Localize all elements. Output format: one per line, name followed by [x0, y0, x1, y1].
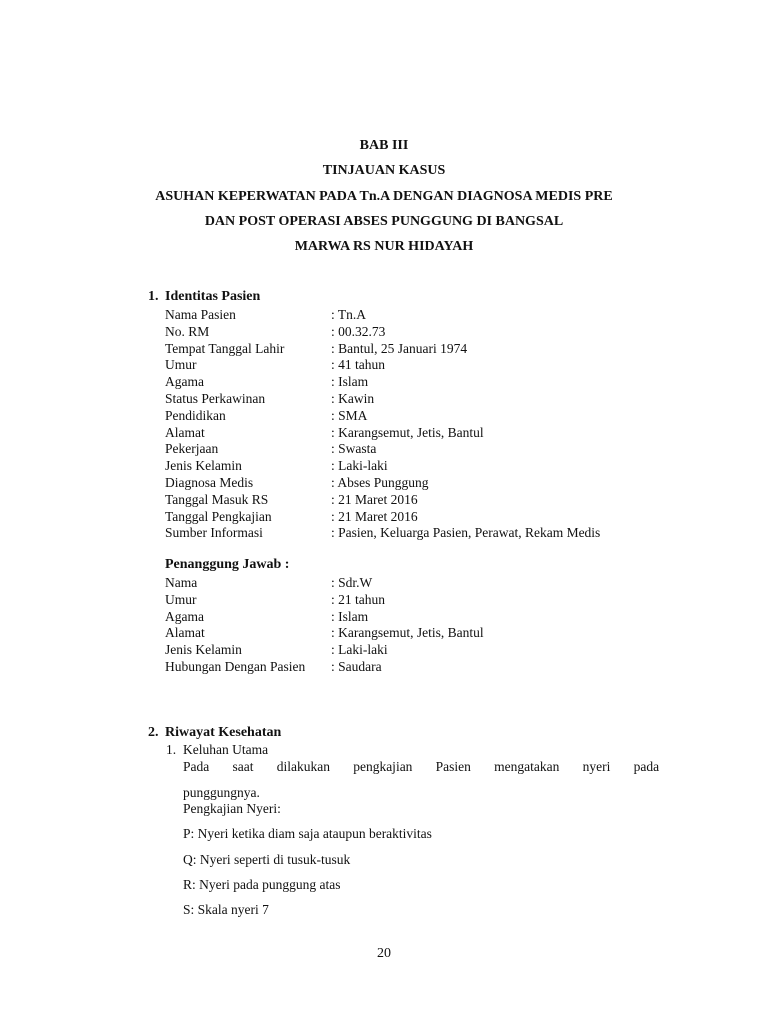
paragraph-word: Pada [183, 759, 210, 774]
paragraph-word: dilakukan [276, 759, 330, 774]
field-value: : Pasien, Keluarga Pasien, Perawat, Rekam Medis [331, 525, 601, 541]
paragraph-word: saat [232, 759, 254, 774]
field-label: Diagnosa Medis [165, 475, 254, 490]
keluhan-paragraph-line-2: punggungnya. [183, 785, 260, 800]
field-value: : Karangsemut, Jetis, Bantul [331, 625, 484, 641]
field-label: No. RM [165, 323, 210, 339]
field-value: : 21 Maret 2016 [331, 491, 418, 507]
chapter-subtitle: TINJAUAN KASUS [322, 163, 446, 178]
field-value: : Laki-laki [331, 642, 388, 658]
field-label: Nama [165, 575, 198, 590]
field-label: Umur [165, 591, 197, 607]
field-value: : Laki-laki [331, 458, 388, 474]
field-label: Jenis Kelamin [165, 458, 242, 474]
field-label: Sumber Informasi [165, 525, 263, 541]
paragraph-word: pada [633, 759, 660, 774]
section-heading-text: Identitas Pasien [165, 289, 261, 304]
field-label: Pekerjaan [165, 441, 219, 457]
field-value: : Abses Punggung [331, 475, 429, 490]
pain-quality: Q: Nyeri seperti di tusuk-tusuk [183, 852, 351, 867]
keluhan-utama-heading [166, 742, 268, 758]
field-label: Umur [165, 357, 197, 373]
pain-provocation: P: Nyeri ketika diam saja ataupun beraktivitas [183, 826, 432, 841]
section-number: 2. [148, 725, 159, 740]
field-value: : 00.32.73 [331, 323, 386, 339]
field-value: : 21 tahun [331, 591, 385, 607]
field-value: : Islam [331, 374, 369, 390]
field-label: Jenis Kelamin [165, 642, 242, 658]
field-label: Hubungan Dengan Pasien [165, 659, 306, 674]
paragraph-word: nyeri [582, 759, 611, 774]
field-label: Tanggal Masuk RS [165, 491, 269, 507]
field-label: Tanggal Pengkajian [165, 508, 272, 524]
field-value: : Swasta [331, 441, 377, 457]
field-label: Pendidikan [165, 407, 226, 423]
field-label: Nama Pasien [165, 307, 236, 322]
keluhan-paragraph-line-1 [183, 759, 659, 775]
field-label: Agama [165, 374, 204, 390]
paragraph-word: pengkajian [353, 759, 413, 774]
field-label: Agama [165, 608, 204, 624]
field-value: : Kawin [331, 391, 375, 406]
field-value: : Tn.A [331, 307, 367, 322]
item-heading: Keluhan Utama [183, 742, 269, 757]
chapter-title: BAB III [359, 138, 409, 153]
field-label: Alamat [165, 625, 205, 641]
paragraph-word: Pasien [435, 759, 471, 774]
document-title-line-3: MARWA RS NUR HIDAYAH [294, 239, 474, 254]
section-identitas-heading [148, 289, 260, 305]
item-number: 1. [166, 742, 177, 757]
pain-region: R: Nyeri pada punggung atas [183, 877, 341, 892]
field-value: : Islam [331, 608, 369, 624]
penanggung-jawab-heading: Penanggung Jawab : [165, 557, 290, 572]
section-heading-text: Riwayat Kesehatan [165, 725, 282, 740]
field-value: : Sdr.W [331, 575, 373, 590]
section-number: 1. [148, 289, 159, 304]
field-value: : Karangsemut, Jetis, Bantul [331, 424, 484, 440]
page-number: 20 [377, 946, 391, 961]
field-label: Alamat [165, 424, 205, 440]
pain-scale: S: Skala nyeri 7 [183, 902, 269, 917]
field-value: : 41 tahun [331, 357, 385, 373]
section-riwayat-heading [148, 725, 281, 741]
document-title-line-1: ASUHAN KEPERWATAN PADA Tn.A DENGAN DIAGNOSA MEDIS PRE [155, 189, 613, 204]
field-value: : Saudara [331, 659, 382, 674]
pengkajian-nyeri-label: Pengkajian Nyeri: [183, 801, 281, 816]
paragraph-word: mengatakan [494, 759, 560, 774]
field-value: : Bantul, 25 Januari 1974 [331, 340, 468, 356]
field-value: : 21 Maret 2016 [331, 508, 418, 524]
document-title-line-2: DAN POST OPERASI ABSES PUNGGUNG DI BANGSAL [204, 214, 564, 229]
field-label: Status Perkawinan [165, 391, 266, 406]
field-label: Tempat Tanggal Lahir [165, 340, 285, 356]
field-value: : SMA [331, 407, 368, 423]
